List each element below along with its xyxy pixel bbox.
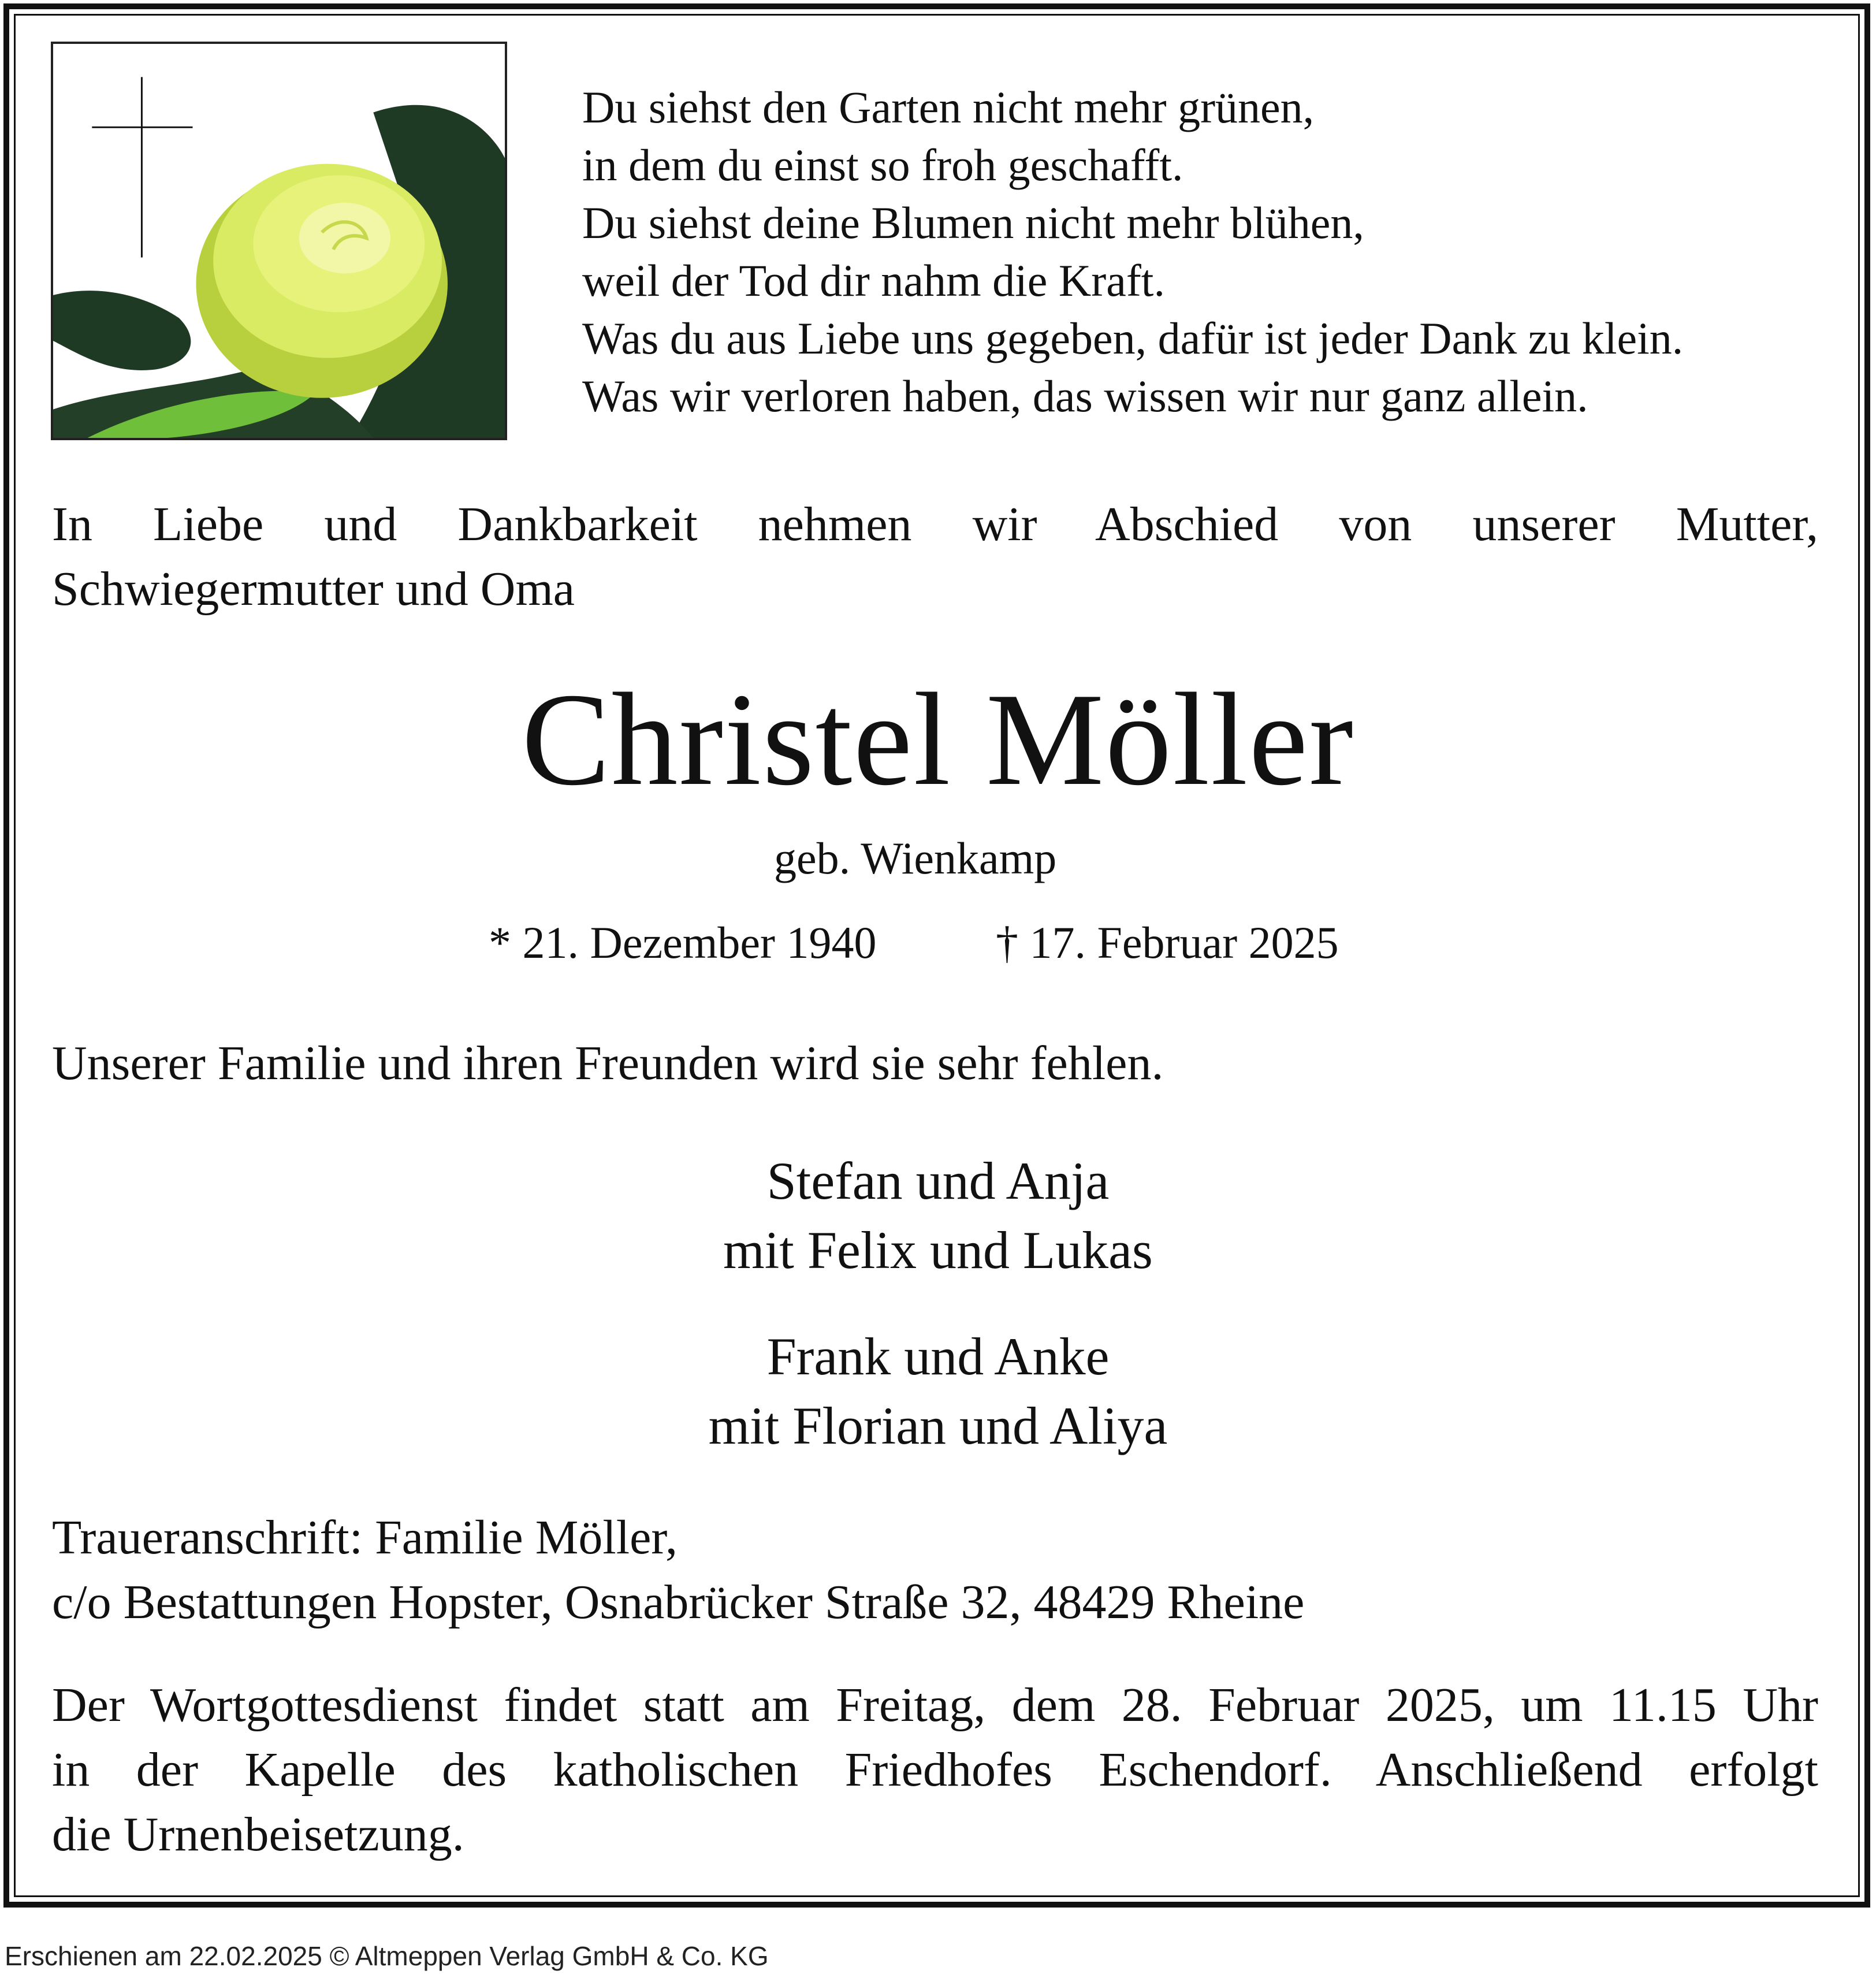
poem-line: in dem du einst so froh geschafft. bbox=[582, 140, 1183, 190]
mourner-group bbox=[0, 1322, 1876, 1460]
intro-line: Schwiegermutter und Oma bbox=[52, 562, 575, 616]
intro-line: In Liebe und Dankbarkeit nehmen wir Abschied von unserer Mutter, bbox=[52, 497, 1818, 551]
deceased-name: Christel Möller bbox=[522, 665, 1354, 813]
service-info bbox=[52, 1673, 1818, 1867]
intro-text bbox=[52, 492, 1818, 622]
poem-line: Was wir verloren haben, das wissen wir nur ganz allein. bbox=[582, 371, 1588, 421]
poem-line: weil der Tod dir nahm die Kraft. bbox=[582, 255, 1165, 306]
mourning-address bbox=[52, 1505, 1304, 1635]
poem-line: Du siehst den Garten nicht mehr grünen, bbox=[582, 82, 1315, 132]
mourner-group bbox=[0, 1146, 1876, 1285]
rose-image bbox=[51, 42, 507, 440]
mourner-children: mit Felix und Lukas bbox=[723, 1221, 1153, 1280]
service-line: Der Wortgottesdienst findet statt am Freitag, dem 28. Februar 2025, um 11.15 Uhr bbox=[52, 1678, 1818, 1732]
mourner-names: Frank und Anke bbox=[766, 1327, 1110, 1386]
rose-image-svg bbox=[53, 44, 505, 438]
mourner-names: Stefan und Anja bbox=[766, 1151, 1110, 1210]
service-line: die Urnenbeisetzung. bbox=[52, 1808, 464, 1861]
service-line: in der Kapelle des katholischen Friedhofes Eschendorf. Anschließend erfolgt bbox=[52, 1743, 1818, 1797]
address-line: Traueranschrift: Familie Möller, bbox=[52, 1511, 678, 1564]
poem-line: Du siehst deine Blumen nicht mehr blühen, bbox=[582, 198, 1364, 248]
poem-line: Was du aus Liebe uns gegeben, dafür ist jeder Dank zu klein. bbox=[582, 313, 1684, 363]
address-line: c/o Bestattungen Hopster, Osnabrücker Straße 32, 48429 Rheine bbox=[52, 1575, 1305, 1629]
mourner-children: mit Florian und Aliya bbox=[708, 1396, 1168, 1455]
publication-footer: Erschienen am 22.02.2025 © Altmeppen Verlag GmbH & Co. KG bbox=[5, 1941, 769, 1971]
birth-date: * 21. Dezember 1940 bbox=[489, 917, 877, 968]
poem bbox=[582, 79, 1683, 425]
farewell-text: Unserer Familie und ihren Freunden wird sie sehr fehlen. bbox=[52, 1036, 1164, 1090]
maiden-name: geb. Wienkamp bbox=[774, 833, 1057, 883]
death-date: † 17. Februar 2025 bbox=[996, 917, 1339, 968]
